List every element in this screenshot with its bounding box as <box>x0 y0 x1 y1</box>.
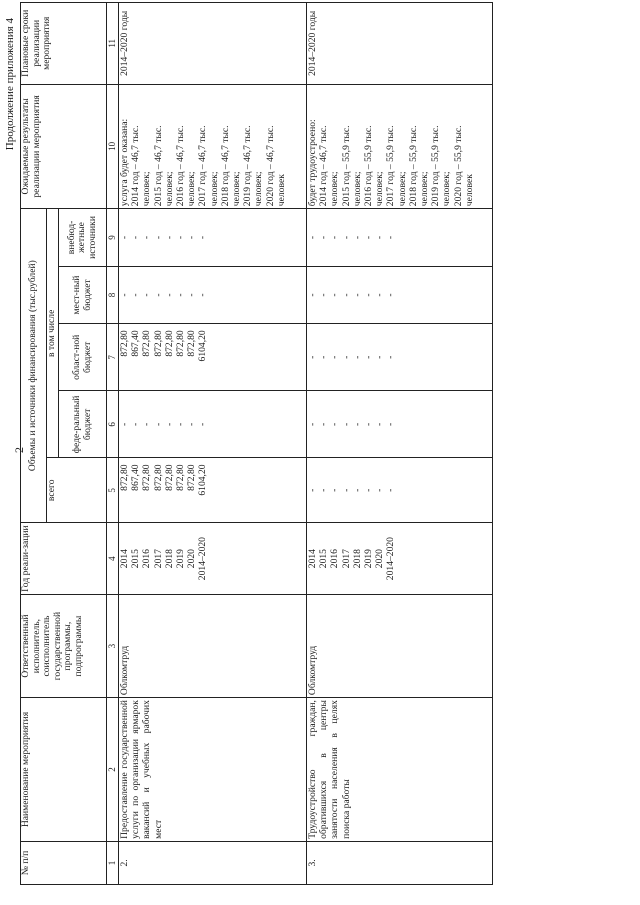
colnum: 10 <box>107 84 119 209</box>
total-value: 872,80 <box>119 464 130 491</box>
row-number: 2. <box>119 841 307 884</box>
total-value: 867,40 <box>130 464 142 491</box>
planned-terms: 2014–2020 годы <box>119 3 307 85</box>
regional-value: 872,80 <box>119 330 130 357</box>
year: 2015 <box>318 549 330 569</box>
local-value: - <box>119 293 130 297</box>
local-value: - <box>363 293 375 297</box>
extra-value: - <box>374 235 386 240</box>
header-extrabudget: внебюд-жетные источники <box>59 209 107 267</box>
header-in-which: в том числе <box>47 209 59 458</box>
header-year: Год реали-зации <box>21 523 107 595</box>
regional-value: - <box>340 355 352 359</box>
result-line: человек; <box>351 171 363 207</box>
column-number-row <box>107 3 119 885</box>
local-value: - <box>351 293 363 297</box>
regional-value: 867,40 <box>130 330 142 357</box>
regional-value: 872,80 <box>186 330 198 357</box>
local-value: - <box>163 293 175 297</box>
federal-value: - <box>186 422 198 427</box>
total-value: 872,80 <box>152 464 164 491</box>
federal-value: - <box>175 422 187 427</box>
federal-values <box>119 391 307 458</box>
total-value: - <box>385 488 397 492</box>
extra-value: - <box>307 235 318 240</box>
result-line: человек; <box>141 171 153 207</box>
result-line: человек; <box>396 171 408 207</box>
result-line: будет трудоустроено: <box>307 119 318 207</box>
extra-value: - <box>318 235 330 240</box>
header-executor: Ответственный исполнитель, соисполнитель государственной программы, подпрограммы <box>21 595 107 698</box>
total-value: 872,80 <box>175 464 187 491</box>
result-line: человек; <box>441 171 453 207</box>
regional-value: 872,80 <box>175 330 187 357</box>
result-line: человек; <box>186 171 198 207</box>
result-line: 2019 год – 55,9 тыс. <box>430 125 442 207</box>
header-regional: област-ной бюджет <box>59 324 107 391</box>
local-value: - <box>385 293 397 297</box>
page-number: 2 <box>12 447 26 453</box>
regional-value: - <box>329 355 341 359</box>
header-federal: феде-ральный бюджет <box>59 391 107 458</box>
measure-name: Предоставление государственной услуги по организации ярмарок вакансий и учебных рабочих мест <box>119 698 307 842</box>
continuation-title: Продолжение приложения 4 <box>4 18 16 151</box>
federal-value: - <box>141 422 153 427</box>
total-value: 872,80 <box>141 464 153 491</box>
federal-value: - <box>119 422 130 427</box>
result-line: услуга будет оказана: <box>119 118 130 207</box>
total-value: - <box>329 488 341 492</box>
extra-value: - <box>175 235 187 240</box>
colnum: 4 <box>107 523 119 595</box>
local-value: - <box>186 293 198 297</box>
extra-value: - <box>141 235 153 240</box>
colnum: 7 <box>107 324 119 391</box>
local-value: - <box>329 293 341 297</box>
federal-value: - <box>385 422 397 427</box>
total-value: - <box>318 488 330 492</box>
local-value: - <box>141 293 153 297</box>
federal-value: - <box>318 422 330 427</box>
header-name: Наименование мероприятия <box>21 698 107 842</box>
result-line: 2019 год – 46,7 тыс. <box>242 125 254 207</box>
executor: Облкомтруд <box>307 595 493 698</box>
total-value: - <box>374 488 386 492</box>
result-line: человек; <box>253 171 265 207</box>
regional-value: 872,80 <box>152 330 164 357</box>
local-values <box>307 266 493 324</box>
regional-value: - <box>307 355 318 359</box>
colnum: 3 <box>107 595 119 698</box>
colnum: 8 <box>107 266 119 324</box>
regional-values <box>119 324 307 391</box>
extra-value: - <box>385 235 397 240</box>
result-line: человек <box>275 174 287 207</box>
years-list <box>307 523 493 595</box>
federal-value: - <box>163 422 175 427</box>
total-value: 6104,20 <box>197 464 209 496</box>
result-line: 2015 год – 46,7 тыс. <box>152 125 164 207</box>
total-value: - <box>351 488 363 492</box>
year: 2015 <box>130 549 142 569</box>
result-line: 2014 год – 46,7 тыс. <box>318 125 330 207</box>
extra-value: - <box>197 235 209 240</box>
header-funding: Объемы и источники финансирования (тыс.рублей) <box>21 209 47 523</box>
colnum: 1 <box>107 841 119 884</box>
colnum: 5 <box>107 458 119 523</box>
result-line: человек; <box>163 171 175 207</box>
extra-value: - <box>130 235 142 240</box>
program-table <box>20 2 493 885</box>
result-line: 2020 год – 55,9 тыс. <box>452 125 464 207</box>
result-line: 2014 год – 46,7 тыс. <box>130 125 142 207</box>
result-line: человек; <box>231 171 243 207</box>
year: 2017 <box>152 549 164 569</box>
federal-value: - <box>307 422 318 427</box>
extra-values <box>119 209 307 267</box>
header-results: Ожидаемые результаты реализации мероприятия <box>21 84 107 209</box>
regional-value: 872,80 <box>163 330 175 357</box>
header-terms: Плановые сроки реализации мероприятия <box>21 3 107 85</box>
colnum: 6 <box>107 391 119 458</box>
federal-value: - <box>197 422 209 427</box>
result-line: человек; <box>329 171 341 207</box>
planned-terms: 2014–2020 годы <box>307 3 493 85</box>
regional-values <box>307 324 493 391</box>
extra-value: - <box>119 235 130 240</box>
result-line: человек <box>463 174 475 207</box>
result-line: человек; <box>208 171 220 207</box>
expected-results <box>119 84 307 209</box>
total-value: - <box>307 488 318 492</box>
extra-value: - <box>152 235 164 240</box>
row-number: 3. <box>307 841 493 884</box>
federal-value: - <box>351 422 363 427</box>
local-value: - <box>152 293 164 297</box>
total-value: 872,80 <box>163 464 175 491</box>
extra-value: - <box>186 235 198 240</box>
extra-value: - <box>340 235 352 240</box>
federal-value: - <box>340 422 352 427</box>
total-values <box>307 458 493 523</box>
year: 2018 <box>163 549 175 569</box>
result-line: 2018 год – 55,9 тыс. <box>407 125 419 207</box>
regional-value: 872,80 <box>141 330 153 357</box>
federal-value: - <box>329 422 341 427</box>
year: 2014 <box>307 549 318 569</box>
colnum: 9 <box>107 209 119 267</box>
local-values <box>119 266 307 324</box>
result-line: 2017 год – 46,7 тыс. <box>197 125 209 207</box>
local-value: - <box>130 293 142 297</box>
local-value: - <box>175 293 187 297</box>
regional-value: - <box>318 355 330 359</box>
result-line: 2016 год – 55,9 тыс. <box>363 125 375 207</box>
result-line: 2020 год – 46,7 тыс. <box>264 125 276 207</box>
result-line: 2016 год – 46,7 тыс. <box>175 125 187 207</box>
expected-results <box>307 84 493 209</box>
result-line: 2015 год – 55,9 тыс. <box>340 125 352 207</box>
federal-values <box>307 391 493 458</box>
year: 2016 <box>141 549 153 569</box>
header-local: мест-ный бюджет <box>59 266 107 324</box>
table-row <box>119 3 307 885</box>
extra-value: - <box>329 235 341 240</box>
executor: Облкомтруд <box>119 595 307 698</box>
local-value: - <box>197 293 209 297</box>
federal-value: - <box>152 422 164 427</box>
local-value: - <box>318 293 330 297</box>
header-total: всего <box>47 458 107 523</box>
regional-value: - <box>351 355 363 359</box>
colnum: 11 <box>107 3 119 85</box>
extra-value: - <box>351 235 363 240</box>
year: 2019 <box>175 549 187 569</box>
local-value: - <box>307 293 318 297</box>
header-num: № п/п <box>21 841 107 884</box>
year: 2018 <box>351 549 363 569</box>
year: 2014–2020 <box>385 537 397 581</box>
total-value: - <box>340 488 352 492</box>
federal-value: - <box>374 422 386 427</box>
local-value: - <box>374 293 386 297</box>
year: 2020 <box>374 549 386 569</box>
federal-value: - <box>363 422 375 427</box>
extra-value: - <box>363 235 375 240</box>
result-line: человек; <box>374 171 386 207</box>
total-values <box>119 458 307 523</box>
result-line: 2017 год – 55,9 тыс. <box>385 125 397 207</box>
result-line: человек; <box>419 171 431 207</box>
year: 2019 <box>363 549 375 569</box>
years-list <box>119 523 307 595</box>
measure-name: Трудоустройство граждан, обратившихся в центры занятости населения в целях поиска работы <box>307 698 493 842</box>
year: 2017 <box>340 549 352 569</box>
regional-value: - <box>363 355 375 359</box>
result-line: 2018 год – 46,7 тыс. <box>219 125 231 207</box>
extra-values <box>307 209 493 267</box>
federal-value: - <box>130 422 142 427</box>
total-value: - <box>363 488 375 492</box>
regional-value: - <box>385 355 397 359</box>
table-row <box>307 3 493 885</box>
regional-value: - <box>374 355 386 359</box>
colnum: 2 <box>107 698 119 842</box>
local-value: - <box>340 293 352 297</box>
year: 2020 <box>186 549 198 569</box>
extra-value: - <box>163 235 175 240</box>
year: 2016 <box>329 549 341 569</box>
regional-value: 6104,20 <box>197 330 209 362</box>
year: 2014–2020 <box>197 537 209 581</box>
total-value: 872,80 <box>186 464 198 491</box>
year: 2014 <box>119 549 130 569</box>
